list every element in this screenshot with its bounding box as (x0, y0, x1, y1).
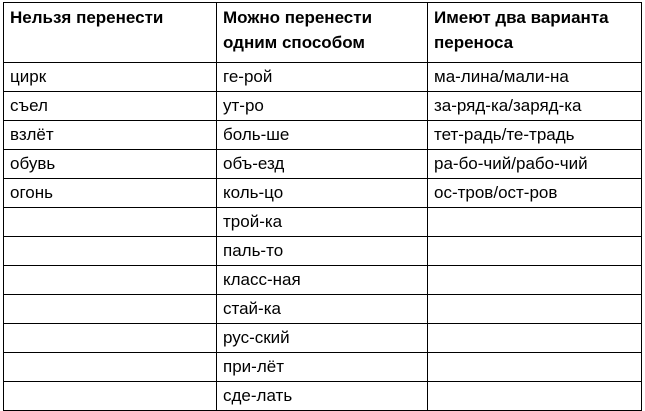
cannot-hyphenate-cell: съел (4, 92, 217, 121)
two-ways-cell (428, 237, 642, 266)
cannot-hyphenate-cell (4, 266, 217, 295)
one-way-cell: класс-ная (217, 266, 428, 295)
one-way-cell: коль-цо (217, 179, 428, 208)
table-body (4, 63, 642, 411)
table-row (4, 179, 642, 208)
cannot-hyphenate-cell (4, 353, 217, 382)
cannot-hyphenate-cell (4, 208, 217, 237)
two-ways-cell: ма-лина/мали-на (428, 63, 642, 92)
cannot-hyphenate-cell: взлёт (4, 121, 217, 150)
table-row (4, 121, 642, 150)
two-ways-cell: ос-тров/ост-ров (428, 179, 642, 208)
one-way-cell: рус-ский (217, 324, 428, 353)
cannot-hyphenate-cell (4, 382, 217, 411)
table-row (4, 266, 642, 295)
cannot-hyphenate-cell (4, 237, 217, 266)
header-one-way: Можно перенести одним способом (217, 3, 428, 63)
two-ways-cell (428, 266, 642, 295)
two-ways-cell: тет-радь/те-традь (428, 121, 642, 150)
header-cannot-hyphenate: Нельзя перенести (4, 3, 217, 63)
one-way-cell: объ-езд (217, 150, 428, 179)
two-ways-cell (428, 324, 642, 353)
one-way-cell: ут-ро (217, 92, 428, 121)
hyphenation-table (3, 2, 642, 411)
header-two-ways: Имеют два варианта переноса (428, 3, 642, 63)
table-row (4, 295, 642, 324)
header-row (4, 3, 642, 63)
two-ways-cell (428, 295, 642, 324)
one-way-cell: боль-ше (217, 121, 428, 150)
cannot-hyphenate-cell (4, 324, 217, 353)
table-row (4, 353, 642, 382)
two-ways-cell: за-ряд-ка/заряд-ка (428, 92, 642, 121)
cannot-hyphenate-cell: огонь (4, 179, 217, 208)
cannot-hyphenate-cell (4, 295, 217, 324)
one-way-cell: при-лёт (217, 353, 428, 382)
two-ways-cell (428, 382, 642, 411)
table-row (4, 324, 642, 353)
table-row (4, 92, 642, 121)
table-row (4, 237, 642, 266)
table-row (4, 382, 642, 411)
table-row (4, 63, 642, 92)
one-way-cell: ге-рой (217, 63, 428, 92)
table-header (4, 3, 642, 63)
one-way-cell: стай-ка (217, 295, 428, 324)
two-ways-cell (428, 353, 642, 382)
one-way-cell: паль-то (217, 237, 428, 266)
one-way-cell: сде-лать (217, 382, 428, 411)
two-ways-cell: ра-бо-чий/рабо-чий (428, 150, 642, 179)
one-way-cell: трой-ка (217, 208, 428, 237)
two-ways-cell (428, 208, 642, 237)
cannot-hyphenate-cell: цирк (4, 63, 217, 92)
cannot-hyphenate-cell: обувь (4, 150, 217, 179)
table-row (4, 150, 642, 179)
table-row (4, 208, 642, 237)
